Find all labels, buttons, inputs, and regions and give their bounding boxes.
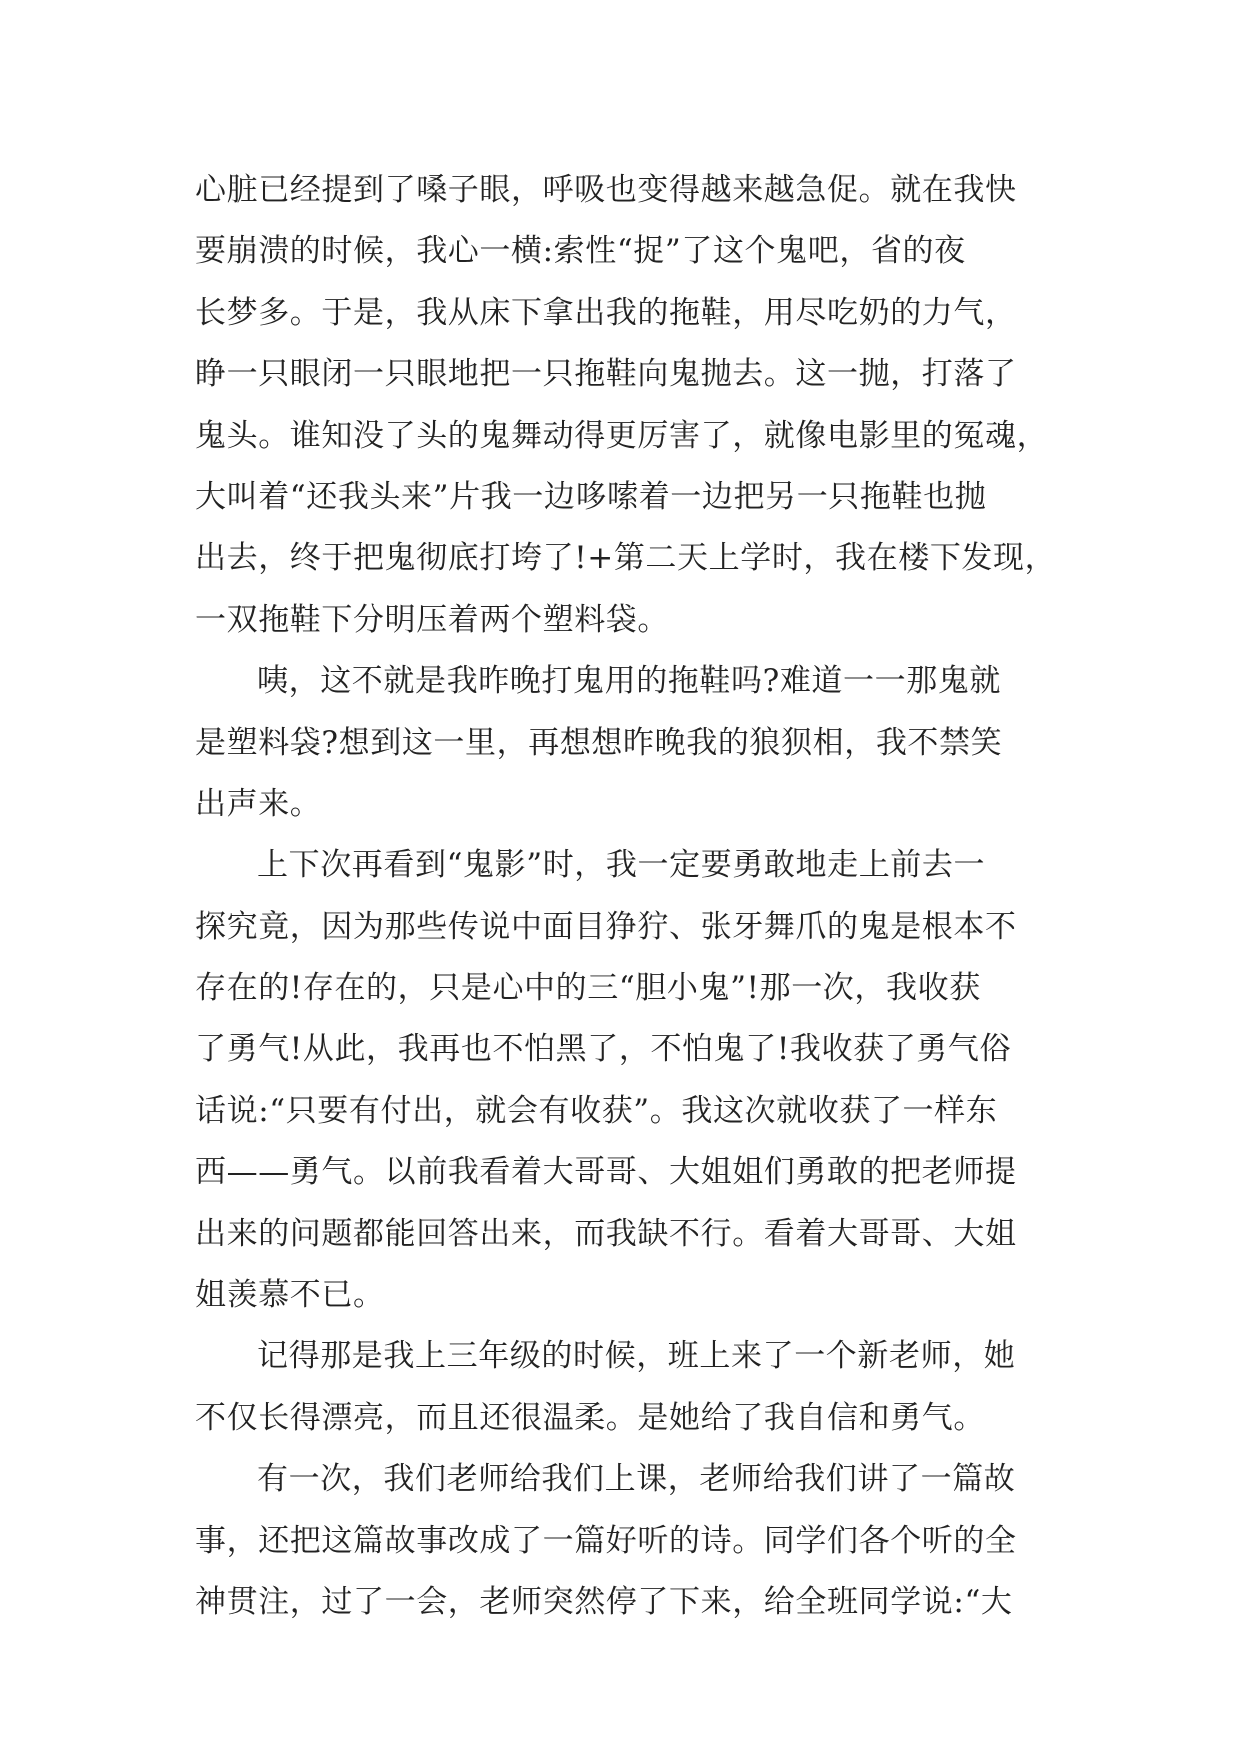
text-line: 一双拖鞋下分明压着两个塑料袋。 — [195, 601, 669, 638]
text-line: 长梦多。于是，我从床下拿出我的拖鞋，用尽吃奶的力气， — [195, 294, 1017, 331]
text-line: 大叫着“还我头来”片我一边哆嗦着一边把另一只拖鞋也抛 — [195, 478, 987, 515]
text-line: 探究竟，因为那些传说中面目狰狞、张牙舞爪的鬼是根本不 — [195, 908, 1017, 945]
body-text — [195, 160, 1065, 1633]
text-line: 出去，终于把鬼彻底打垮了!+第二天上学时，我在楼下发现， — [195, 540, 1057, 577]
text-line: 有一次，我们老师给我们上课，老师给我们讲了一篇故 — [257, 1461, 1016, 1498]
text-line: 了勇气!从此，我再也不怕黑了，不怕鬼了!我收获了勇气俗 — [195, 1031, 1012, 1068]
text-line: 要崩溃的时候，我心一横:索性“捉”了这个鬼吧，省的夜 — [195, 233, 966, 270]
text-line: 上下次再看到“鬼影”时，我一定要勇敢地走上前去一 — [257, 847, 986, 884]
text-line: 姐羡慕不已。 — [195, 1277, 385, 1314]
text-line: 存在的!存在的，只是心中的三“胆小鬼”!那一次，我收获 — [195, 970, 981, 1007]
text-line: 是塑料袋?想到这一里，再想想昨晚我的狼狈相，我不禁笑 — [195, 724, 1003, 761]
text-line: 鬼头。谁知没了头的鬼舞动得更厉害了，就像电影里的冤魂， — [195, 417, 1049, 454]
text-line: 咦，这不就是我昨晚打鬼用的拖鞋吗?难道一一那鬼就 — [257, 663, 1002, 700]
text-line: 不仅长得漂亮，而且还很温柔。是她给了我自信和勇气。 — [195, 1399, 985, 1436]
text-line: 出声来。 — [195, 785, 322, 822]
text-line: 睁一只眼闭一只眼地把一只拖鞋向鬼抛去。这一抛，打落了 — [195, 356, 1017, 393]
text-line: 神贯注，过了一会，老师突然停了下来，给全班同学说:“大 — [195, 1583, 1013, 1620]
text-line: 记得那是我上三年级的时候，班上来了一个新老师，她 — [257, 1338, 1016, 1375]
text-line: 事，还把这篇故事改成了一篇好听的诗。同学们各个听的全 — [195, 1522, 1017, 1559]
text-line: 西——勇气。以前我看着大哥哥、大姐姐们勇敢的把老师提 — [195, 1154, 1017, 1191]
text-line: 出来的问题都能回答出来，而我缺不行。看着大哥哥、大姐 — [195, 1215, 1017, 1252]
text-line: 心脏已经提到了嗓子眼，呼吸也变得越来越急促。就在我快 — [195, 172, 1017, 208]
text-line: 话说:“只要有付出，就会有收获”。我这次就收获了一样东 — [195, 1092, 998, 1129]
